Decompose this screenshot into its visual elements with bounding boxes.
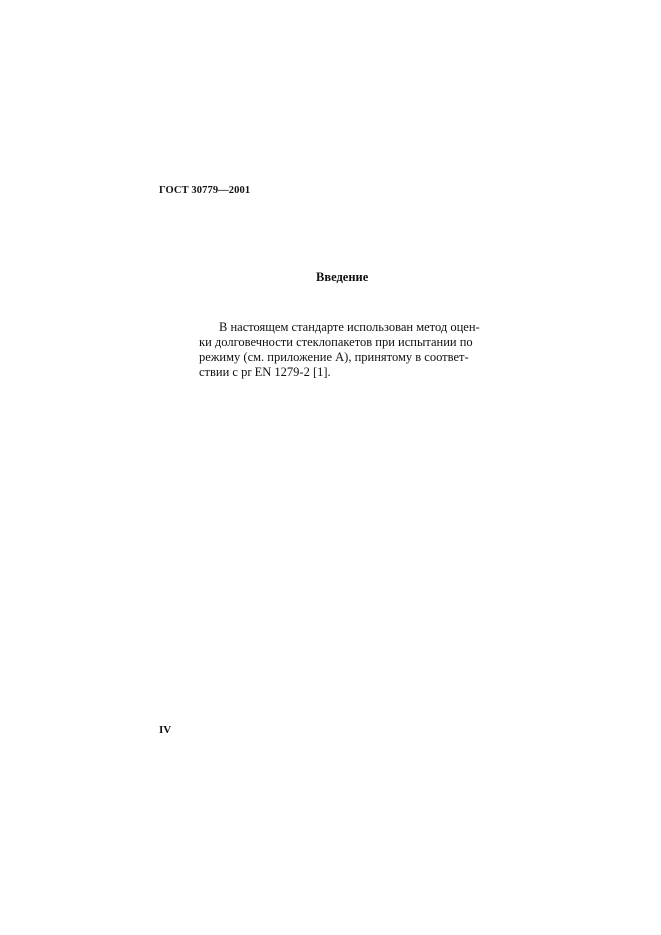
paragraph-line: В настоящем стандарте использован метод оцен- (219, 320, 480, 334)
document-standard-header: ГОСТ 30779—2001 (159, 185, 251, 196)
section-title: Введение (316, 270, 369, 284)
paragraph-line: ствии с pr EN 1279-2 [1]. (199, 365, 331, 379)
page-number: IV (159, 724, 172, 736)
paragraph-line: режиму (см. приложение А), принятому в соответ- (199, 350, 469, 364)
paragraph-line: ки долговечности стеклопакетов при испытании по (199, 335, 473, 349)
introduction-paragraph (199, 320, 489, 380)
